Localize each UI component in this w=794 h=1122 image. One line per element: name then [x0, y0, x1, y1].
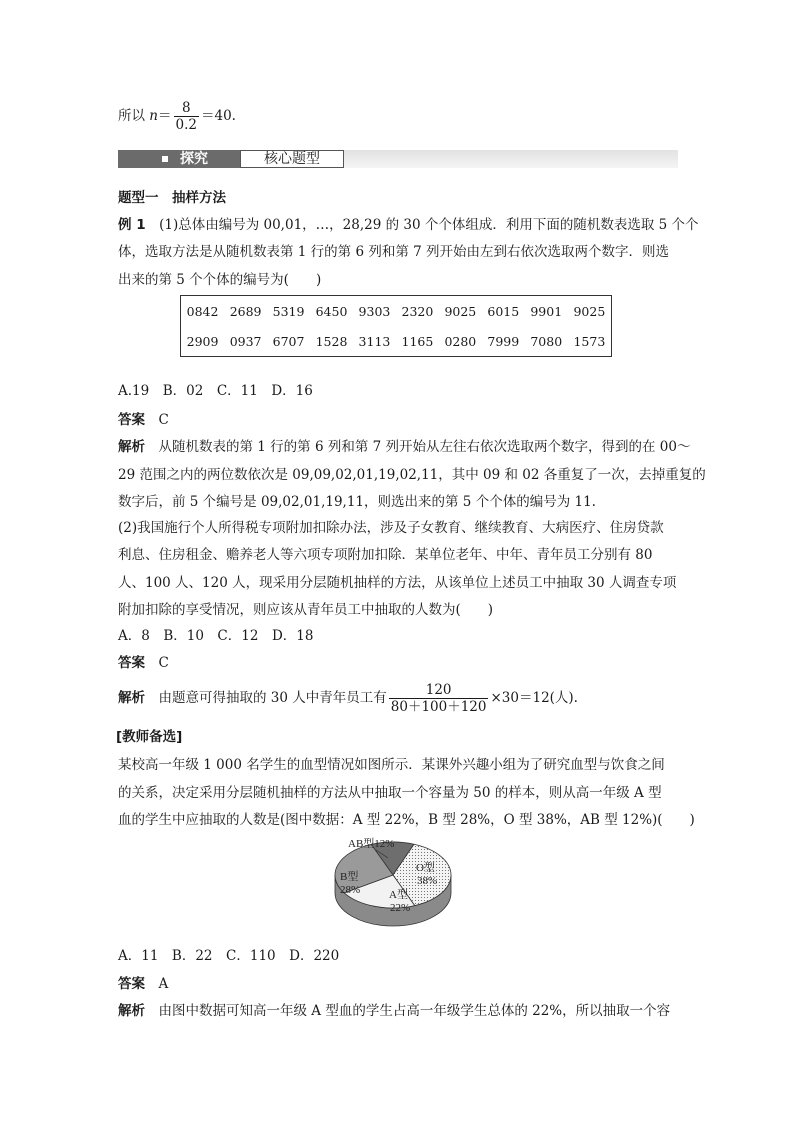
formula-result: ＝40.	[200, 108, 236, 124]
section-bar-light	[344, 150, 678, 168]
formula-fraction	[174, 100, 199, 133]
table-cell: 0842	[186, 303, 219, 319]
q2-answer-line	[118, 653, 169, 673]
q2-options: A．8 B．10 C．12 D．18	[118, 628, 314, 644]
label-ab: AB型12%	[348, 838, 395, 850]
formula-var: n	[149, 108, 158, 124]
q1-analysis-line2: 29 范围之内的两位数依次是 09,09,02,01,19,02,11，其中 09 和 02 各重复了一次，去掉重复的	[118, 467, 706, 483]
label-b-pct: 28%	[340, 884, 361, 896]
q2-fraction	[389, 682, 489, 715]
formula-eq: ＝	[158, 108, 172, 124]
q2-fraction-numerator: 120	[389, 682, 489, 699]
teacher-answer-line	[118, 974, 168, 994]
table-cell: 9025	[573, 303, 606, 319]
q2-analysis-line	[118, 682, 578, 715]
formula-line	[118, 100, 236, 133]
table-cell: 0937	[229, 333, 262, 349]
table-cell: 7999	[487, 333, 520, 349]
label-a-name: A型	[389, 889, 408, 901]
teacher-line1: 某校高一年级 1 000 名学生的血型情况如图所示．某课外兴趣小组为了研究血型与饮食之间	[118, 757, 665, 773]
label-o-name: O型	[416, 862, 435, 874]
q1-analysis-text-1: 从随机数表的第 1 行的第 6 列和第 7 列开始从左往右依次选取两个数字，得到的在 00～	[145, 439, 691, 455]
q1-analysis-line1	[118, 437, 690, 457]
table-cell: 0280	[444, 333, 477, 349]
section-title-explore: 探究	[180, 151, 208, 167]
table-cell: 6450	[315, 303, 348, 319]
teacher-analysis-line	[118, 1001, 670, 1021]
section-title-core: 核心题型	[240, 150, 344, 168]
table-cell: 1165	[401, 333, 434, 349]
table-row	[181, 296, 612, 327]
q2-line2: 利息、住房租金、赡养老人等六项专项附加扣除．某单位老年、中年、青年员工分别有 80	[118, 547, 653, 563]
table-cell: 1528	[315, 333, 348, 349]
example-q1-line2: 体，选取方法是从随机数表第 1 行的第 6 列和第 7 列开始由左到右依次选取两个数字．则选	[118, 244, 670, 260]
topic-heading: 题型一 抽样方法	[118, 190, 226, 206]
analysis-label: 解析	[118, 690, 145, 706]
answer-label: 答案	[118, 655, 145, 671]
fraction-denominator: 0.2	[175, 117, 197, 133]
q2-answer: C	[158, 655, 169, 671]
table-cell: 6707	[272, 333, 305, 349]
table-cell: 2320	[401, 303, 434, 319]
fraction-numerator: 8	[174, 100, 199, 117]
table-row	[181, 326, 612, 357]
table-cell: 2689	[229, 303, 262, 319]
example-label: 例 1	[118, 217, 146, 233]
teacher-selection-label: [教师备选]	[116, 729, 183, 745]
section-header	[118, 150, 678, 172]
analysis-label: 解析	[118, 439, 145, 455]
blood-type-pie-chart	[318, 830, 478, 940]
table-cell: 6015	[487, 303, 520, 319]
table-cell: 3113	[358, 333, 391, 349]
formula-prefix: 所以	[118, 108, 150, 124]
teacher-analysis-text: 由图中数据可知高一年级 A 型血的学生占高一年级学生总体的 22%，所以抽取一个容	[145, 1003, 671, 1019]
example-q1-line3: 出来的第 5 个个体的编号为( )	[118, 272, 322, 288]
q2-fraction-denominator: 80＋100＋120	[390, 699, 487, 715]
analysis-label: 解析	[118, 1003, 145, 1019]
table-cell: 2909	[186, 333, 219, 349]
example-q1-line1	[118, 215, 699, 235]
q1-text-1: (1)总体由编号为 00,01，…，28,29 的 30 个个体组成．利用下面的随机数表选取 5 个个	[145, 217, 699, 233]
q2-line3: 人、100 人、120 人，现采用分层随机抽样的方法，从该单位上述员工中抽取 30 人调查专项	[118, 575, 677, 591]
table-cell: 5319	[272, 303, 305, 319]
table-cell: 1573	[573, 333, 606, 349]
table-cell: 9025	[444, 303, 477, 319]
label-o-pct: 38%	[417, 875, 438, 887]
q1-answer-line	[118, 410, 169, 430]
q2-line1: (2)我国施行个人所得税专项附加扣除办法，涉及子女教育、继续教育、大病医疗、住房贷款	[118, 520, 664, 536]
q1-answer: C	[158, 412, 169, 428]
answer-label: 答案	[118, 976, 145, 992]
teacher-line3: 血的学生中应抽取的人数是(图中数据：A 型 22%，B 型 28%，O 型 38%，AB 型 12%)( )	[118, 812, 695, 828]
q1-options: A.19 B．02 C．11 D．16	[118, 383, 313, 399]
q2-line4: 附加扣除的享受情况，则应该从青年员工中抽取的人数为( )	[118, 602, 494, 618]
bullet-square-icon	[162, 156, 168, 162]
table-cell: 9303	[358, 303, 391, 319]
q1-analysis-line3: 数字后，前 5 个编号是 09,02,01,19,11，则选出来的第 5 个个体的编号为 11.	[118, 494, 596, 510]
table-cell: 7080	[530, 333, 563, 349]
teacher-options: A．11 B．22 C．110 D．220	[118, 948, 340, 964]
teacher-answer: A	[158, 976, 169, 992]
table-cell: 9901	[530, 303, 563, 319]
answer-label: 答案	[118, 412, 145, 428]
label-a-pct: 22%	[390, 902, 411, 914]
q2-analysis-prefix: 由题意可得抽取的 30 人中青年员工有	[145, 690, 387, 706]
random-number-table	[180, 295, 612, 357]
label-b-name: B型	[340, 871, 359, 883]
teacher-line2: 的关系，决定采用分层随机抽样的方法从中抽取一个容量为 50 的样本，则从高一年级 A 型	[118, 785, 662, 801]
q2-analysis-suffix: ×30＝12(人).	[490, 690, 578, 706]
